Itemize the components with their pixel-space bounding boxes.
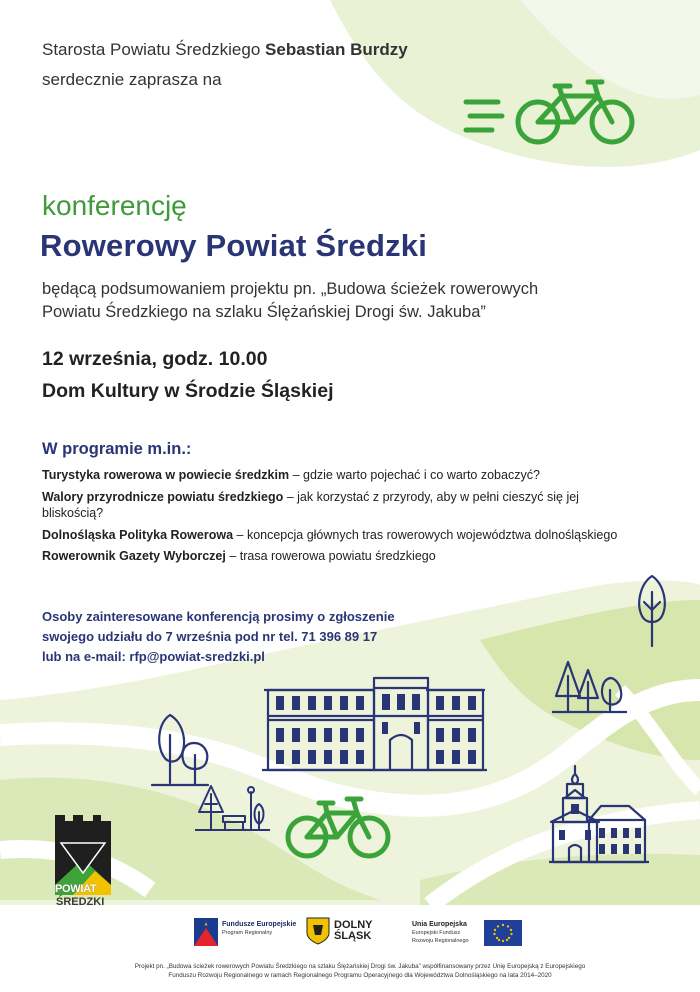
eu-funds-label — [222, 921, 296, 937]
program-item — [42, 527, 622, 544]
program-item-desc: – gdzie warto pojechać i co warto zobaczyć? — [289, 468, 540, 482]
county-logo-text-1: POWIAT — [55, 883, 97, 895]
eu-subtitle-2: Rozwoju Regionalnego — [412, 938, 469, 944]
eu-flag-icon — [484, 920, 522, 946]
footnote-line-1: Projekt pn. „Budowa ścieżek rowerowych Powiatu Średzkiego na szlaku Ślężańskiej Drogi św. Jakuba” współfinansowany przez Unię Europejską z Europejskiego — [134, 963, 586, 970]
county-logo-text-2: ŚREDZKI — [56, 896, 105, 908]
eu-label — [412, 921, 469, 945]
event-kicker: konferencję — [42, 190, 187, 221]
tree-icon — [630, 572, 674, 650]
program-item-desc: – trasa rowerowa powiatu średzkiego — [225, 549, 436, 563]
lower-silesia-crest-icon — [306, 917, 330, 945]
program-heading: W programie m.in.: — [42, 440, 192, 458]
program-item — [42, 489, 622, 522]
eu-title: Unia Europejska — [412, 921, 467, 928]
eu-funds-title: Fundusze Europejskie — [222, 921, 297, 928]
event-title: Rowerowy Powiat Średzki — [40, 228, 428, 263]
contact-line-3: lub na e-mail: rfp@powiat-sredzki.pl — [42, 649, 265, 664]
program-item-title: Turystyka rowerowa w powiecie średzkim — [42, 468, 290, 482]
subtitle-line-1: będącą podsumowaniem projektu pn. „Budowa ścieżek rowerowych — [42, 280, 539, 298]
town-hall-icon — [262, 676, 487, 772]
park-bench-icon — [195, 782, 270, 834]
eu-subtitle-1: Europejski Fundusz — [412, 930, 461, 936]
program-item-desc: – koncepcja głównych tras rowerowych województwa dolnośląskiego — [233, 527, 618, 542]
bicycle-icon — [283, 793, 393, 861]
program-item-title: Walory przyrodnicze powiatu średzkiego — [42, 489, 284, 504]
event-place: Dom Kultury w Środzie Śląskiej — [42, 380, 334, 402]
host-title: Starosta Powiatu Średzkiego — [42, 40, 261, 59]
bicycle-icon — [462, 74, 638, 146]
project-footnote — [80, 962, 640, 980]
eu-funds-subtitle: Program Regionalny — [222, 930, 273, 936]
footnote-line-2: Funduszu Rozwoju Regionalnego w ramach Regionalnego Programu Operacyjnego dla Województwa Dolnośląskiego na lata 2014–2020 — [168, 972, 552, 979]
subtitle-line-2: Powiatu Średzkiego na szlaku Ślężańskiej Drogi św. Jakuba” — [42, 303, 486, 321]
host-name: Sebastian Burdzy — [265, 40, 408, 59]
program-list — [42, 467, 622, 570]
event-date: 12 września, godz. 10.00 — [42, 348, 268, 370]
program-item-title: Rowerownik Gazety Wyborczej — [42, 549, 226, 563]
event-subtitle — [42, 278, 642, 324]
contact-line-1: Osoby zainteresowane konferencją prosimy o zgłoszenie — [42, 609, 395, 624]
eu-funds-icon — [194, 918, 218, 946]
host-line-1 — [42, 40, 408, 60]
lower-silesia-line-2: ŚLĄSK — [334, 930, 372, 942]
program-item-desc: – jak korzystać z przyrody, aby w pełni cieszyć się jej bliskością? — [42, 489, 579, 520]
host-line-2: serdecznie zaprasza na — [42, 70, 222, 89]
trees-icon — [150, 705, 210, 790]
trees-icon — [552, 656, 627, 716]
program-item — [42, 548, 622, 565]
program-item-title: Dolnośląska Polityka Rowerowa — [42, 527, 234, 542]
contact-info — [42, 607, 395, 667]
program-item — [42, 467, 622, 484]
lower-silesia-label — [334, 920, 373, 942]
lower-silesia-line-1: DOLNY — [334, 919, 373, 931]
church-icon — [549, 764, 649, 866]
contact-line-2: swojego udziału do 7 września pod nr tel. 71 396 89 17 — [42, 629, 378, 644]
